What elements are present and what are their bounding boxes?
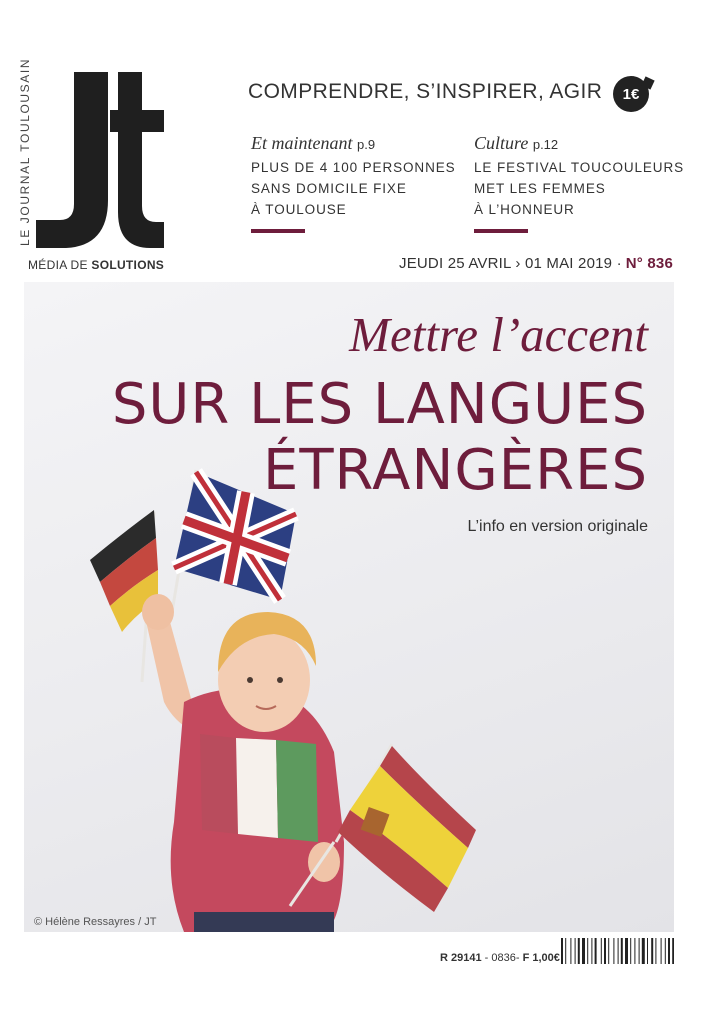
teaser-underline xyxy=(474,229,528,233)
barcode-prefix: R 29141 xyxy=(440,952,482,964)
teaser-et-maintenant[interactable] xyxy=(251,133,456,233)
barcode-bar xyxy=(565,938,566,964)
teaser-line: À L’HONNEUR xyxy=(474,202,575,217)
barcode-bar xyxy=(661,938,662,964)
teaser-section-name: Et maintenant xyxy=(251,133,353,153)
german-flag-icon xyxy=(90,510,158,682)
jt-logo xyxy=(36,72,176,252)
barcode-bar xyxy=(578,938,580,964)
teaser-line: LE FESTIVAL TOUCOULEURS xyxy=(474,160,685,175)
headline-line: SUR LES LANGUES xyxy=(111,372,648,437)
barcode-bar xyxy=(582,938,585,964)
barcode-bar xyxy=(625,938,628,964)
barcode-bar xyxy=(647,938,648,964)
jt-logo-graphic xyxy=(36,72,176,252)
barcode-bar xyxy=(634,938,635,964)
barcode-bar xyxy=(575,938,576,964)
barcode-text xyxy=(440,952,560,964)
spanish-flag-icon xyxy=(336,744,476,912)
teaser-page: p.9 xyxy=(357,137,376,152)
issue-date-line xyxy=(399,255,673,272)
barcode-bar xyxy=(630,938,631,964)
cover-photo xyxy=(24,282,674,932)
barcode-bar xyxy=(601,938,602,964)
barcode-bar xyxy=(668,938,670,964)
barcode-bar xyxy=(665,938,666,964)
photo-credit: © Hélène Ressayres / JT xyxy=(34,916,157,928)
media-bold: SOLUTIONS xyxy=(91,258,165,272)
teaser-line: MET LES FEMMES xyxy=(474,181,606,196)
teaser-line: PLUS DE 4 100 PERSONNES xyxy=(251,160,456,175)
teaser-line: SANS DOMICILE FIXE xyxy=(251,181,407,196)
issue-date: JEUDI 25 AVRIL › 01 MAI 2019 · xyxy=(399,255,622,272)
teaser-section-name: Culture xyxy=(474,133,529,153)
teaser-culture[interactable] xyxy=(474,133,684,233)
teaser-underline xyxy=(251,229,305,233)
barcode-bar xyxy=(608,938,609,964)
teaser-section xyxy=(474,133,684,154)
barcode-bar xyxy=(639,938,640,964)
headline-italic: Mettre l’accent xyxy=(349,307,648,362)
teaser-line: À TOULOUSE xyxy=(251,202,347,217)
teaser-page: p.12 xyxy=(532,137,559,152)
barcode-middle: - 0836- xyxy=(481,952,523,964)
barcode-bar xyxy=(655,938,656,964)
barcode-bar xyxy=(618,938,619,964)
barcode-bar xyxy=(613,938,614,964)
tagline: COMPRENDRE, S’INSPIRER, AGIR xyxy=(248,80,603,103)
headline-main xyxy=(112,372,648,504)
subhead: L’info en version originale xyxy=(467,518,648,535)
teaser-section xyxy=(251,133,456,154)
barcode-bar xyxy=(621,938,623,964)
barcode-icon xyxy=(561,938,674,964)
media-prefix: MÉDIA DE xyxy=(28,258,92,272)
barcode-bar xyxy=(587,938,588,964)
price-badge: 1€ xyxy=(613,76,649,112)
barcode-suffix: F 1,00€ xyxy=(522,952,560,964)
barcode-bar xyxy=(570,938,571,964)
barcode-bar xyxy=(642,938,645,964)
barcode-bar xyxy=(561,938,563,964)
barcode-bar xyxy=(672,938,674,964)
barcode-bar xyxy=(604,938,606,964)
masthead-vertical-name: LE JOURNAL TOULOUSAIN xyxy=(18,57,32,246)
barcode-bar xyxy=(595,938,597,964)
barcode-bar xyxy=(591,938,592,964)
issue-number: N° 836 xyxy=(625,255,673,272)
media-line xyxy=(28,258,164,272)
headline-line: ÉTRANGÈRES xyxy=(262,438,648,503)
barcode-bar xyxy=(651,938,653,964)
